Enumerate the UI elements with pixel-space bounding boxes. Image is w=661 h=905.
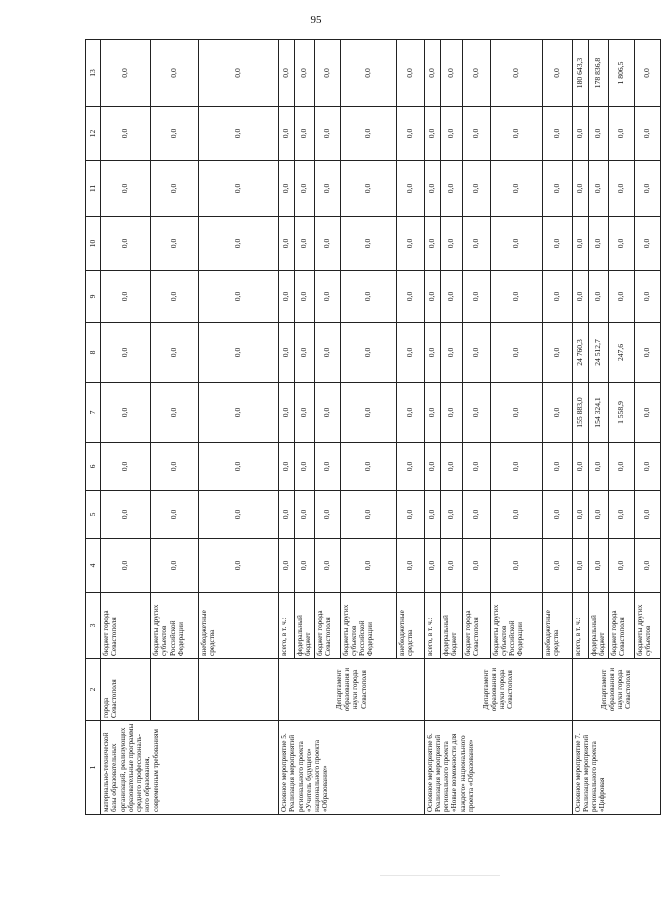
amount-cell: 0,0: [440, 271, 462, 323]
column-header: 4: [86, 539, 101, 593]
amount-cell: 0,0: [608, 107, 634, 161]
amount-cell: 0,0: [490, 323, 542, 383]
scan-artifact: [380, 875, 500, 876]
funding-source-cell: федеральный бюджет: [295, 593, 315, 659]
amount-cell: 0,0: [462, 161, 490, 217]
amount-cell: 0,0: [101, 217, 151, 271]
amount-cell: 0,0: [462, 539, 490, 593]
amount-cell: 0,0: [340, 443, 396, 491]
amount-cell: 0,0: [608, 491, 634, 539]
amount-cell: 0,0: [634, 107, 660, 161]
column-header: 6: [86, 443, 101, 491]
amount-cell: 180 643,3: [572, 40, 588, 107]
amount-cell: 0,0: [542, 40, 572, 107]
amount-cell: 0,0: [608, 539, 634, 593]
amount-cell: 0,0: [199, 271, 279, 323]
amount-cell: 0,0: [396, 443, 424, 491]
column-header: 3: [86, 593, 101, 659]
budget-table: [85, 39, 661, 815]
amount-cell: 0,0: [588, 107, 608, 161]
amount-cell: 0,0: [608, 217, 634, 271]
amount-cell: 0,0: [424, 539, 440, 593]
amount-cell: 0,0: [440, 323, 462, 383]
funding-source-cell: федеральный бюджет: [440, 593, 462, 659]
amount-cell: 155 883,0: [572, 383, 588, 443]
amount-cell: 0,0: [199, 443, 279, 491]
amount-cell: 0,0: [279, 107, 295, 161]
amount-cell: 0,0: [424, 217, 440, 271]
amount-cell: 0,0: [462, 40, 490, 107]
amount-cell: 0,0: [199, 323, 279, 383]
amount-cell: 0,0: [588, 271, 608, 323]
amount-cell: 0,0: [151, 40, 199, 107]
amount-cell: 0,0: [572, 443, 588, 491]
amount-cell: 0,0: [295, 271, 315, 323]
amount-cell: 0,0: [295, 443, 315, 491]
amount-cell: 0,0: [314, 271, 340, 323]
amount-cell: 0,0: [151, 217, 199, 271]
funding-source-cell: бюджеты других субъектов Российской Федерации: [340, 593, 396, 659]
amount-cell: 0,0: [314, 443, 340, 491]
amount-cell: 0,0: [634, 539, 660, 593]
amount-cell: 0,0: [101, 107, 151, 161]
amount-cell: 0,0: [588, 161, 608, 217]
amount-cell: 0,0: [314, 491, 340, 539]
amount-cell: 0,0: [101, 539, 151, 593]
amount-cell: 0,0: [440, 161, 462, 217]
amount-cell: 0,0: [279, 271, 295, 323]
funding-source-cell: бюджеты других субъектов Российской Федерации: [151, 593, 199, 659]
column-header: 1: [86, 721, 101, 815]
amount-cell: 0,0: [490, 107, 542, 161]
amount-cell: 0,0: [101, 271, 151, 323]
column-header: 12: [86, 107, 101, 161]
amount-cell: 0,0: [314, 323, 340, 383]
empty-executor-cell: [199, 659, 279, 721]
amount-cell: 0,0: [424, 491, 440, 539]
amount-cell: 0,0: [314, 40, 340, 107]
empty-executor-cell: [151, 659, 199, 721]
amount-cell: 0,0: [151, 271, 199, 323]
amount-cell: 0,0: [279, 383, 295, 443]
amount-cell: 0,0: [490, 383, 542, 443]
amount-cell: 0,0: [295, 107, 315, 161]
amount-cell: 0,0: [340, 217, 396, 271]
amount-cell: 0,0: [542, 491, 572, 539]
amount-cell: 0,0: [295, 40, 315, 107]
executor-cell: Департамент образования и науки города Севастополя: [279, 659, 425, 721]
amount-cell: 0,0: [295, 383, 315, 443]
amount-cell: 0,0: [396, 491, 424, 539]
amount-cell: 0,0: [424, 161, 440, 217]
amount-cell: 0,0: [634, 323, 660, 383]
amount-cell: 0,0: [151, 323, 199, 383]
amount-cell: 0,0: [572, 271, 588, 323]
amount-cell: 0,0: [634, 217, 660, 271]
amount-cell: 0,0: [151, 491, 199, 539]
table-row: [151, 40, 199, 815]
funding-source-cell: внебюджетные средства: [542, 593, 572, 659]
amount-cell: 0,0: [634, 40, 660, 107]
amount-cell: 0,0: [440, 107, 462, 161]
amount-cell: 0,0: [462, 107, 490, 161]
funding-source-cell: всего, в т. ч.:: [424, 593, 440, 659]
column-header: 8: [86, 323, 101, 383]
amount-cell: 154 324,1: [588, 383, 608, 443]
amount-cell: 0,0: [295, 539, 315, 593]
amount-cell: 0,0: [314, 539, 340, 593]
amount-cell: 0,0: [340, 161, 396, 217]
amount-cell: 0,0: [490, 161, 542, 217]
amount-cell: 0,0: [199, 217, 279, 271]
funding-source-cell: бюджеты других субъектов: [634, 593, 660, 659]
amount-cell: 0,0: [542, 383, 572, 443]
amount-cell: 0,0: [462, 491, 490, 539]
column-header: 10: [86, 217, 101, 271]
amount-cell: 0,0: [424, 107, 440, 161]
amount-cell: 0,0: [490, 40, 542, 107]
amount-cell: 0,0: [396, 40, 424, 107]
table-row: [199, 40, 279, 815]
amount-cell: 0,0: [440, 40, 462, 107]
amount-cell: 0,0: [340, 271, 396, 323]
amount-cell: 0,0: [101, 40, 151, 107]
amount-cell: 0,0: [279, 539, 295, 593]
column-header: 7: [86, 383, 101, 443]
amount-cell: 0,0: [588, 491, 608, 539]
amount-cell: 0,0: [340, 539, 396, 593]
amount-cell: 0,0: [572, 491, 588, 539]
amount-cell: 0,0: [101, 443, 151, 491]
amount-cell: 0,0: [396, 539, 424, 593]
amount-cell: 0,0: [542, 323, 572, 383]
amount-cell: 1 806,5: [608, 40, 634, 107]
amount-cell: 178 836,8: [588, 40, 608, 107]
page-number: 95: [310, 14, 322, 26]
amount-cell: 0,0: [608, 271, 634, 323]
amount-cell: 0,0: [542, 539, 572, 593]
executor-cell: Департамент образования и науки города Севастополя: [572, 659, 660, 721]
amount-cell: 0,0: [396, 383, 424, 443]
amount-cell: 0,0: [101, 323, 151, 383]
amount-cell: 0,0: [634, 383, 660, 443]
amount-cell: 0,0: [542, 107, 572, 161]
funding-source-cell: бюджет города Севастополя: [314, 593, 340, 659]
funding-source-cell: всего, в т. ч.:: [279, 593, 295, 659]
rotated-table-container: [85, 40, 652, 815]
amount-cell: 0,0: [340, 107, 396, 161]
amount-cell: 0,0: [396, 271, 424, 323]
activity-name-cell: Основное мероприятие 6. Реализация мероприятий регионального проекта «Новые возможности для каждого» национального проекта «Образование»: [424, 721, 572, 815]
amount-cell: 0,0: [295, 491, 315, 539]
amount-cell: 0,0: [542, 271, 572, 323]
amount-cell: 0,0: [151, 539, 199, 593]
amount-cell: 0,0: [572, 217, 588, 271]
amount-cell: 0,0: [151, 161, 199, 217]
amount-cell: 0,0: [462, 383, 490, 443]
amount-cell: 0,0: [314, 383, 340, 443]
amount-cell: 0,0: [440, 217, 462, 271]
activity-name-cell: Основное мероприятие 5. Реализация мероприятий регионального проекта «Учитель будущего» национального проекта «Образование»: [279, 721, 425, 815]
amount-cell: 0,0: [340, 491, 396, 539]
table-row: [279, 40, 295, 815]
amount-cell: 24 512,7: [588, 323, 608, 383]
amount-cell: 0,0: [199, 40, 279, 107]
funding-source-cell: внебюджетные средства: [396, 593, 424, 659]
amount-cell: 0,0: [396, 217, 424, 271]
amount-cell: 0,0: [462, 443, 490, 491]
amount-cell: 0,0: [424, 40, 440, 107]
amount-cell: 0,0: [101, 161, 151, 217]
amount-cell: 0,0: [462, 271, 490, 323]
amount-cell: 0,0: [424, 323, 440, 383]
amount-cell: 0,0: [440, 539, 462, 593]
amount-cell: 0,0: [279, 217, 295, 271]
amount-cell: 0,0: [199, 491, 279, 539]
amount-cell: 247,6: [608, 323, 634, 383]
amount-cell: 0,0: [542, 443, 572, 491]
funding-source-cell: бюджеты других субъектов Российской Федерации: [490, 593, 542, 659]
header-row: [86, 40, 101, 815]
amount-cell: 0,0: [295, 161, 315, 217]
amount-cell: 0,0: [424, 443, 440, 491]
amount-cell: 0,0: [634, 443, 660, 491]
amount-cell: 0,0: [314, 107, 340, 161]
table-row: [424, 40, 440, 815]
executor-cell: Департамент образования и науки города Севастополя: [424, 659, 572, 721]
amount-cell: 0,0: [424, 383, 440, 443]
funding-source-cell: федеральный бюджет: [588, 593, 608, 659]
amount-cell: 0,0: [490, 443, 542, 491]
amount-cell: 0,0: [199, 383, 279, 443]
funding-source-cell: бюджет города Севастополя: [462, 593, 490, 659]
amount-cell: 0,0: [396, 107, 424, 161]
amount-cell: 0,0: [588, 539, 608, 593]
amount-cell: 0,0: [199, 539, 279, 593]
amount-cell: 0,0: [279, 443, 295, 491]
amount-cell: 0,0: [314, 161, 340, 217]
amount-cell: 0,0: [396, 323, 424, 383]
amount-cell: 0,0: [440, 443, 462, 491]
activity-name-cell: Основное мероприятие 7. Реализация мероприятий регионального проекта «Цифровая: [572, 721, 660, 815]
amount-cell: 0,0: [588, 217, 608, 271]
amount-cell: 0,0: [396, 161, 424, 217]
column-header: 9: [86, 271, 101, 323]
amount-cell: 0,0: [340, 40, 396, 107]
amount-cell: 0,0: [490, 539, 542, 593]
amount-cell: 0,0: [608, 161, 634, 217]
amount-cell: 0,0: [295, 323, 315, 383]
amount-cell: 0,0: [634, 491, 660, 539]
amount-cell: 0,0: [542, 217, 572, 271]
amount-cell: 0,0: [462, 217, 490, 271]
amount-cell: 0,0: [490, 271, 542, 323]
amount-cell: 0,0: [588, 443, 608, 491]
table-row: [572, 40, 588, 815]
amount-cell: 0,0: [101, 491, 151, 539]
amount-cell: 0,0: [340, 383, 396, 443]
amount-cell: 0,0: [424, 271, 440, 323]
amount-cell: 0,0: [440, 383, 462, 443]
executor-cell: города Севастополя: [101, 659, 151, 721]
amount-cell: 0,0: [279, 323, 295, 383]
amount-cell: 0,0: [151, 107, 199, 161]
amount-cell: 24 760,3: [572, 323, 588, 383]
activity-name-cell: материально-технической базы образовательных организаций, реализующих образовательные программы среднего профессиональ-ного образования, современным требованиям: [101, 721, 279, 815]
amount-cell: 0,0: [634, 161, 660, 217]
amount-cell: 0,0: [314, 217, 340, 271]
column-header: 5: [86, 491, 101, 539]
table-row: [101, 40, 151, 815]
amount-cell: 0,0: [279, 40, 295, 107]
amount-cell: 0,0: [340, 323, 396, 383]
funding-source-cell: всего, в т. ч.:: [572, 593, 588, 659]
amount-cell: 0,0: [199, 161, 279, 217]
amount-cell: 0,0: [101, 383, 151, 443]
amount-cell: 0,0: [279, 161, 295, 217]
amount-cell: 0,0: [279, 491, 295, 539]
amount-cell: 0,0: [542, 161, 572, 217]
amount-cell: 1 558,9: [608, 383, 634, 443]
column-header: 13: [86, 40, 101, 107]
amount-cell: 0,0: [440, 491, 462, 539]
amount-cell: 0,0: [490, 217, 542, 271]
amount-cell: 0,0: [490, 491, 542, 539]
amount-cell: 0,0: [634, 271, 660, 323]
amount-cell: 0,0: [572, 107, 588, 161]
amount-cell: 0,0: [151, 383, 199, 443]
amount-cell: 0,0: [572, 161, 588, 217]
amount-cell: 0,0: [295, 217, 315, 271]
funding-source-cell: бюджет города Севастополя: [608, 593, 634, 659]
amount-cell: 0,0: [199, 107, 279, 161]
amount-cell: 0,0: [462, 323, 490, 383]
amount-cell: 0,0: [151, 443, 199, 491]
amount-cell: 0,0: [608, 443, 634, 491]
funding-source-cell: бюджет города Севастополя: [101, 593, 151, 659]
funding-source-cell: внебюджетные средства: [199, 593, 279, 659]
amount-cell: 0,0: [572, 539, 588, 593]
column-header: 2: [86, 659, 101, 721]
column-header: 11: [86, 161, 101, 217]
